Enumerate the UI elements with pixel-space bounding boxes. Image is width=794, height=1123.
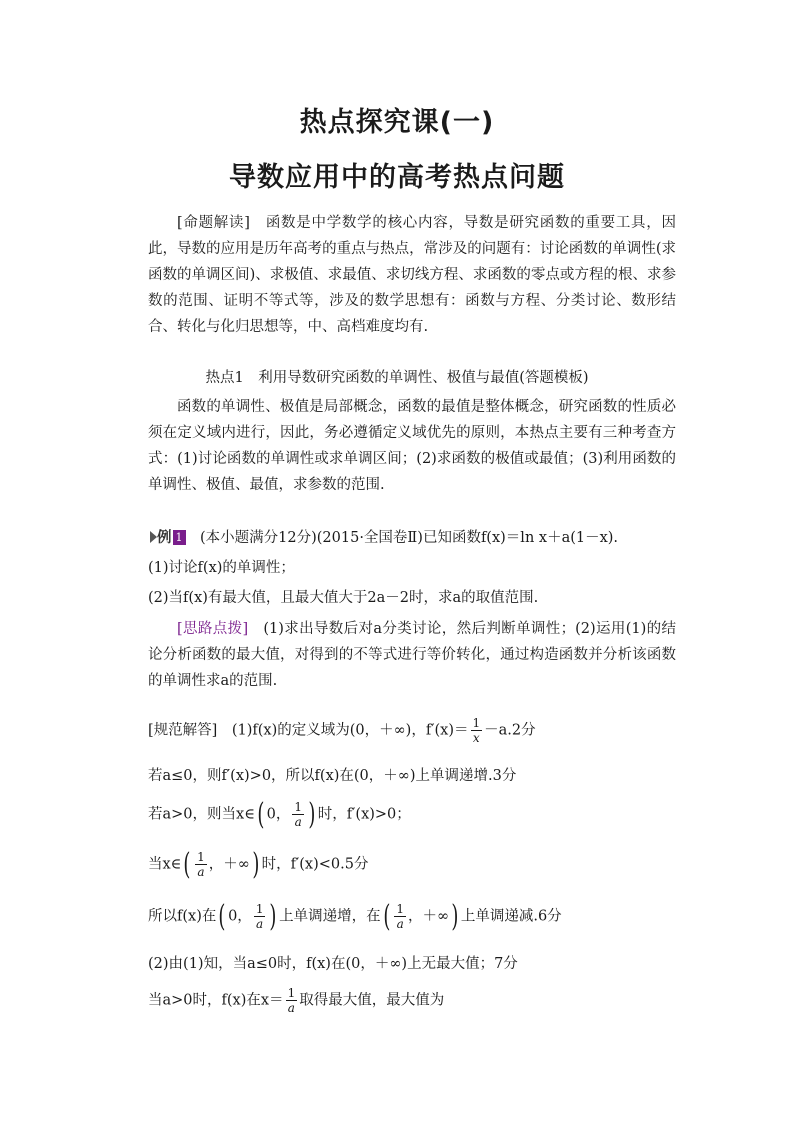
fraction: $\frac{1}{x}$ <box>472 716 481 745</box>
intro-label: [命题解读] <box>177 215 250 231</box>
hint-label: [思路点拨] <box>177 621 249 637</box>
page-subtitle: 导数应用中的高考热点问题 <box>229 162 565 193</box>
solution-label: [规范解答] <box>148 722 218 739</box>
fraction: $\frac{1}{a}$ <box>255 902 264 931</box>
hot1-paragraph: 函数的单调性、极值是局部概念，函数的最值是整体概念，研究函数的性质必须在定义域内进行，因此，务必遵循定义域优先的原则，本热点主要有三种考查方式：(1)讨论函数的单调性或求单调区间；(2)求函数的极值或最值；(3)利用函数的单调性、极值、最值，求参数的范围. <box>148 399 676 493</box>
solution-line-5: 所以f(x)在( 0， $\frac{1}{a}$ ) 上单调递增，在( $\frac{1}{a}$ ，＋∞) 上单调递减.6分 <box>148 898 562 934</box>
fraction: $\frac{1}{a}$ <box>294 800 303 829</box>
solution-line-2: 若a≤0，则f′(x)>0，所以f(x)在(0，＋∞)上单调递增.3分 <box>148 768 517 784</box>
example-word: 例 <box>157 529 172 546</box>
example-question-1: (1)讨论f(x)的单调性； <box>148 560 295 576</box>
fraction: $\frac{1}{a}$ <box>197 850 205 879</box>
example-stem-text: (本小题满分12分)(2015·全国卷Ⅱ)已知函数f(x)＝ln x＋a(1－x). <box>200 530 619 546</box>
example-stem <box>150 526 618 547</box>
example-number-badge: 1 <box>173 530 186 545</box>
solution-line-6: (2)由(1)知，当a≤0时，f(x)在(0，＋∞)上无最大值；7分 <box>148 956 518 972</box>
intro-text: 函数是中学数学的核心内容，导数是研究函数的重要工具，因此，导数的应用是历年高考的重点与热点，常涉及的问题有：讨论函数的单调性(求函数的单调区间)、求极值、求最值、求切线方程、求函数的零点或方程的根、求参数的范围、证明不等式等，涉及的数学思想有：函数与方程、分类讨论、数形结合、转化与化归思想等，中、高档难度均有. <box>148 215 676 335</box>
intro-paragraph <box>148 210 676 340</box>
hint-text: (1)求出导数后对a分类讨论，然后判断单调性；(2)运用(1)的结论分析函数的最大值，对得到的不等式进行等价转化，通过构造函数并分析该函数的单调性求a的范围. <box>148 621 676 689</box>
hot1-heading: 热点1 利用导数研究函数的单调性、极值与最值(答题模板) <box>205 370 589 386</box>
solution-line-1: [规范解答] (1)f(x)的定义域为(0，＋∞)，f′(x)＝ $\frac{1}{x}$ －a.2分 <box>148 716 536 745</box>
fraction: $\frac{1}{a}$ <box>287 986 296 1015</box>
fraction: $\frac{1}{a}$ <box>396 902 405 931</box>
page-title: 热点探究课(一) <box>299 107 495 138</box>
solution-line-7: 当a>0时，f(x)在x＝ $\frac{1}{a}$ 取得最大值，最大值为 <box>148 986 445 1015</box>
solution-line-3: 若a>0，则当x∈( 0， $\frac{1}{a}$ ) 时，f′(x)>0； <box>148 796 411 832</box>
example-question-2: (2)当f(x)有最大值，且最大值大于2a－2时，求a的取值范围. <box>148 590 539 606</box>
hint-paragraph <box>148 616 676 694</box>
example-arrow-icon <box>150 531 157 543</box>
solution-line-4: 当x∈( $\frac{1}{a}$ ，＋∞) 时，f′(x)<0.5分 <box>148 846 369 882</box>
